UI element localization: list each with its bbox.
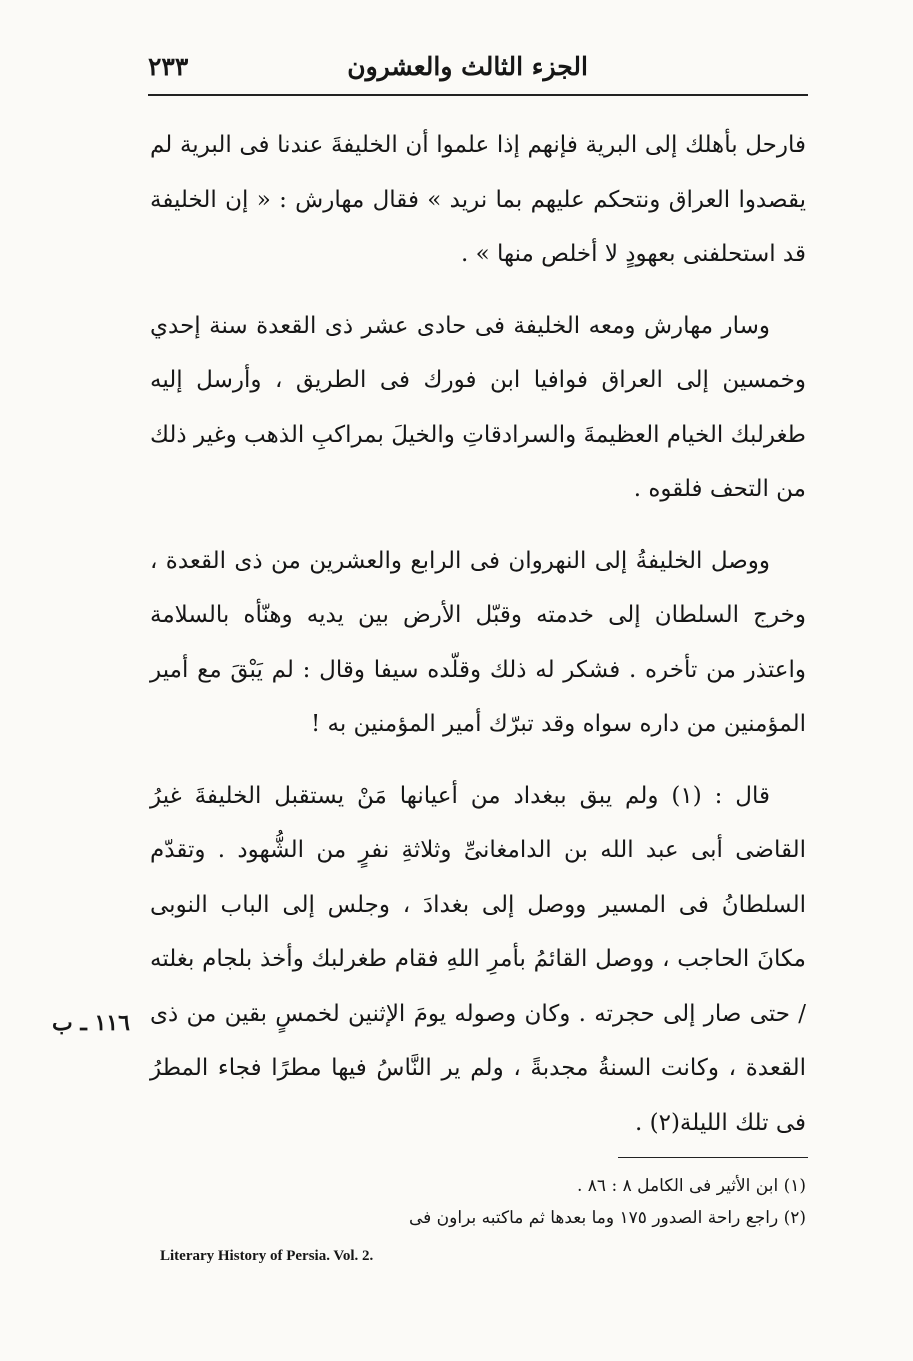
footnote: (٢) راجع راحة الصدور ١٧٥ وما بعدها ثم ماكتبه براون فى	[408, 1208, 806, 1228]
running-header	[148, 52, 808, 92]
paragraph: وسار مهارش ومعه الخليفة فى حادى عشر ذى القعدة سنة إحدي وخمسين إلى العراق فوافيا ابن فورك فى الطريق ، وأرسل إليه طغرلبك الخيام العظيمةَ والسرادقاتِ والخيلَ بمراكبِ الذهب وغير ذلك من التحف فلقوه .	[150, 312, 806, 502]
footnote: (١) ابن الأثير فى الكامل ٨ : ٨٦ .	[576, 1176, 806, 1196]
running-title: الجزء الثالث والعشرون	[347, 52, 588, 81]
page-number: ٢٣٣	[148, 52, 189, 81]
manuscript-folio-note: ١١٦ ـ ب	[52, 1010, 130, 1036]
body-text	[150, 118, 806, 1167]
header-rule	[148, 94, 808, 96]
footnotes	[350, 1170, 806, 1234]
paragraph: قال : (١) ولم يبق ببغداد من أعيانها مَنْ يستقبل الخليفةَ غيرُ القاضى أبى عبد الله بن الدامغانىِّ وثلاثةِ نفرٍ من الشُّهود . وتقدّم السلطانُ فى المسير ووصل إلى بغدادَ ، وجلس إلى الباب النوبى مكانَ الحاجب ، ووصل القائمُ بأمرِ اللهِ فقام طغرلبك وأخذ بلجام بغلته / حتى صار إلى حجرته . وكان وصوله يومَ الإثنين لخمسٍ بقين من ذى القعدة ، وكانت السنةُ مجدبةً ، ولم ير النَّاسُ فيها مطرًا فجاء المطرُ فى تلك الليلة(٢) .	[150, 782, 806, 1136]
footnote-rule	[618, 1157, 808, 1158]
paragraph: ووصل الخليفةُ إلى النهروان فى الرابع والعشرين من ذى القعدة ، وخرج السلطان إلى خدمته وقبّل الأرض بين يديه وهنّأه بالسلامة واعتذر من تأخره . فشكر له ذلك وقلّده سيفا وقال : لم يَبْقَ مع أمير المؤمنين من داره سواه وقد تبرّك أمير المؤمنين به !	[150, 547, 806, 737]
paragraph: فارحل بأهلك إلى البرية فإنهم إذا علموا أن الخليفةَ عندنا فى البرية لم يقصدوا العراق ونتحكم عليهم بما نريد » فقال مهارش : « إن الخليفة قد استحلفنى بعهودٍ لا أخلص منها » .	[150, 132, 806, 267]
footnote-citation: Literary History of Persia. Vol. 2.	[160, 1248, 374, 1264]
